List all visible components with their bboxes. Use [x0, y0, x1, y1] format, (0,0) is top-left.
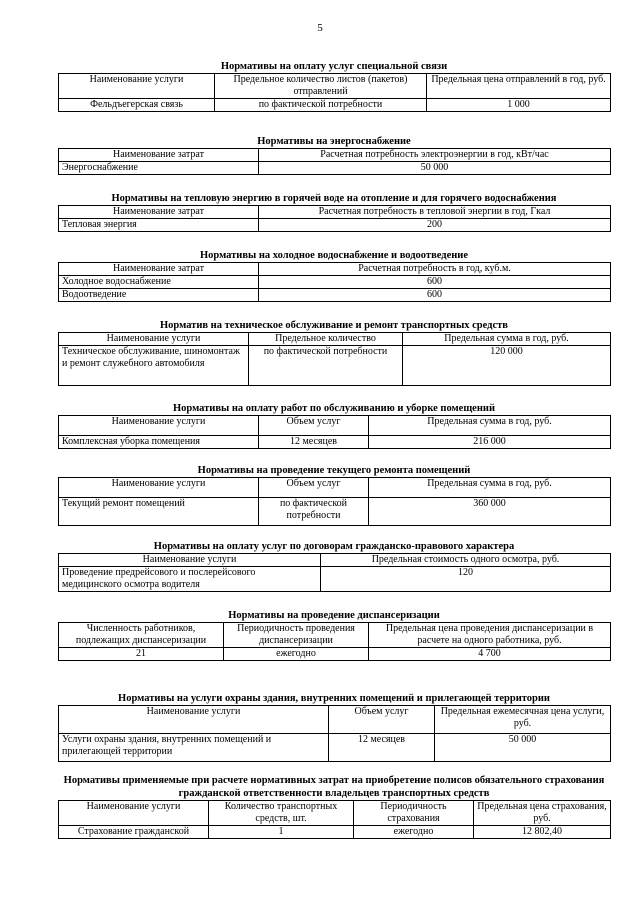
table-row — [59, 826, 611, 839]
table-cell: Проведение предрейсового и послерейсового медицинского осмотра водителя — [59, 567, 321, 592]
section-title: Нормативы на тепловую энергию в горячей воде на отопление и для горячего водоснабжения — [111, 193, 557, 204]
header-cell: Периодичность проведения диспансеризации — [224, 623, 369, 648]
header-cell: Предельная цена отправлений в год, руб. — [427, 74, 611, 99]
table-cell: 120 — [321, 567, 611, 592]
table-cell: Комплексная уборка помещения — [59, 436, 259, 449]
table-cell: ежегодно — [354, 826, 474, 839]
table-header-row — [59, 478, 611, 498]
table-cell: Услуги охраны здания, внутренних помещений и прилегающей территории — [59, 734, 329, 762]
table-row — [59, 498, 611, 526]
table-header-row — [59, 801, 611, 826]
header-cell: Предельная цена проведения диспансеризации в расчете на одного работника, руб. — [369, 623, 611, 648]
section-water-supply — [58, 250, 610, 302]
section-title: Нормативы применяемые при расчете нормативных затрат на приобретение полисов обязательного страхования гражданской ответственности владельцев транспортных средств — [63, 775, 605, 799]
table-row — [59, 648, 611, 661]
section-osago-insurance — [58, 774, 610, 839]
table-cell: 4 700 — [369, 648, 611, 661]
norms-table — [58, 262, 611, 302]
header-cell: Наименование затрат — [59, 263, 259, 276]
norms-table — [58, 477, 611, 526]
table-cell: Тепловая энергия — [59, 219, 259, 232]
table-cell: 1 000 — [427, 99, 611, 112]
section-title: Нормативы на оплату работ по обслуживанию и уборке помещений — [172, 403, 495, 414]
table-cell: 600 — [259, 276, 611, 289]
section-title: Нормативы на оплату услуг по договорам гражданско-правового характера — [153, 541, 515, 552]
table-cell: Страхование гражданской — [59, 826, 209, 839]
table-row — [59, 99, 611, 112]
table-header-row — [59, 74, 611, 99]
norms-table — [58, 73, 611, 112]
norms-table — [58, 705, 611, 762]
table-cell: Фельдъегерская связь — [59, 99, 215, 112]
norms-table — [58, 800, 611, 839]
norms-table — [58, 205, 611, 232]
header-cell: Наименование услуги — [59, 478, 259, 498]
table-cell: 12 802,40 — [474, 826, 611, 839]
table-cell: по фактической потребности — [259, 498, 369, 526]
header-cell: Количество транспортных средств, шт. — [209, 801, 354, 826]
header-cell: Наименование услуги — [59, 706, 329, 734]
header-cell: Объем услуг — [259, 478, 369, 498]
header-cell: Численность работников, подлежащих диспансеризации — [59, 623, 224, 648]
table-cell: 216 000 — [369, 436, 611, 449]
table-row — [59, 289, 611, 302]
header-cell: Предельное количество — [249, 333, 403, 346]
section-vehicle-maintenance — [58, 320, 610, 386]
section-title: Нормативы на оплату услуг специальной связи — [220, 61, 448, 72]
header-cell: Расчетная потребность в год, куб.м. — [259, 263, 611, 276]
table-header-row — [59, 706, 611, 734]
table-row — [59, 734, 611, 762]
section-title: Нормативы на холодное водоснабжение и водоотведение — [199, 250, 469, 261]
table-header-row — [59, 554, 611, 567]
page-number: 5 — [317, 22, 323, 34]
table-row — [59, 276, 611, 289]
table-cell: по фактической потребности — [215, 99, 427, 112]
table-cell: по фактической потребности — [249, 346, 403, 386]
table-cell: Техническое обслуживание, шиномонтаж и ремонт служебного автомобиля — [59, 346, 249, 386]
norms-table — [58, 332, 611, 386]
header-cell: Предельная сумма в год, руб. — [369, 478, 611, 498]
section-civil-contracts — [58, 541, 610, 592]
table-row — [59, 567, 611, 592]
section-title: Норматив на техническое обслуживание и ремонт транспортных средств — [160, 320, 508, 331]
norms-table — [58, 148, 611, 175]
section-title: Нормативы на проведение текущего ремонта помещений — [197, 465, 471, 476]
header-cell: Предельное количество листов (пакетов) отправлений — [215, 74, 427, 99]
table-cell: 120 000 — [403, 346, 611, 386]
header-cell: Наименование услуги — [59, 801, 209, 826]
table-row — [59, 219, 611, 232]
table-cell: 200 — [259, 219, 611, 232]
table-row — [59, 346, 611, 386]
table-header-row — [59, 149, 611, 162]
norms-table — [58, 622, 611, 661]
header-cell: Объем услуг — [329, 706, 435, 734]
table-cell: 360 000 — [369, 498, 611, 526]
header-cell: Наименование услуги — [59, 554, 321, 567]
section-security — [58, 693, 610, 762]
header-cell: Предельная стоимость одного осмотра, руб. — [321, 554, 611, 567]
header-cell: Наименование затрат — [59, 149, 259, 162]
table-cell: Холодное водоснабжение — [59, 276, 259, 289]
header-cell: Расчетная потребность в тепловой энергии в год, Гкал — [259, 206, 611, 219]
header-cell: Предельная сумма в год, руб. — [403, 333, 611, 346]
section-special-communication — [58, 61, 610, 112]
section-cleaning — [58, 403, 610, 449]
section-title: Нормативы на услуги охраны здания, внутренних помещений и прилегающей территории — [118, 693, 550, 704]
header-cell: Наименование услуги — [59, 333, 249, 346]
header-cell: Объем услуг — [259, 416, 369, 436]
section-energy-supply — [58, 136, 610, 175]
header-cell: Предельная цена страхования, руб. — [474, 801, 611, 826]
table-cell: ежегодно — [224, 648, 369, 661]
section-medical-examination — [58, 610, 610, 661]
header-cell: Предельная сумма в год, руб. — [369, 416, 611, 436]
header-cell: Расчетная потребность электроэнергии в год, кВт/час — [259, 149, 611, 162]
section-repair — [58, 465, 610, 526]
table-cell: 12 месяцев — [329, 734, 435, 762]
section-heat-energy — [58, 193, 610, 232]
table-cell: 12 месяцев — [259, 436, 369, 449]
header-cell: Наименование затрат — [59, 206, 259, 219]
norms-table — [58, 415, 611, 449]
table-cell: 50 000 — [435, 734, 611, 762]
table-header-row — [59, 263, 611, 276]
table-row — [59, 162, 611, 175]
header-cell: Предельная ежемесячная цена услуги, руб. — [435, 706, 611, 734]
norms-table — [58, 553, 611, 592]
table-cell: Текущий ремонт помещений — [59, 498, 259, 526]
table-header-row — [59, 623, 611, 648]
table-header-row — [59, 416, 611, 436]
table-cell: 21 — [59, 648, 224, 661]
table-cell: Энергоснабжение — [59, 162, 259, 175]
table-cell: Водоотведение — [59, 289, 259, 302]
section-title: Нормативы на проведение диспансеризации — [228, 610, 440, 621]
header-cell: Периодичность страхования — [354, 801, 474, 826]
table-cell: 600 — [259, 289, 611, 302]
section-title: Нормативы на энергоснабжение — [257, 136, 411, 147]
table-cell: 1 — [209, 826, 354, 839]
header-cell: Наименование услуги — [59, 74, 215, 99]
table-header-row — [59, 333, 611, 346]
table-header-row — [59, 206, 611, 219]
table-row — [59, 436, 611, 449]
header-cell: Наименование услуги — [59, 416, 259, 436]
table-cell: 50 000 — [259, 162, 611, 175]
